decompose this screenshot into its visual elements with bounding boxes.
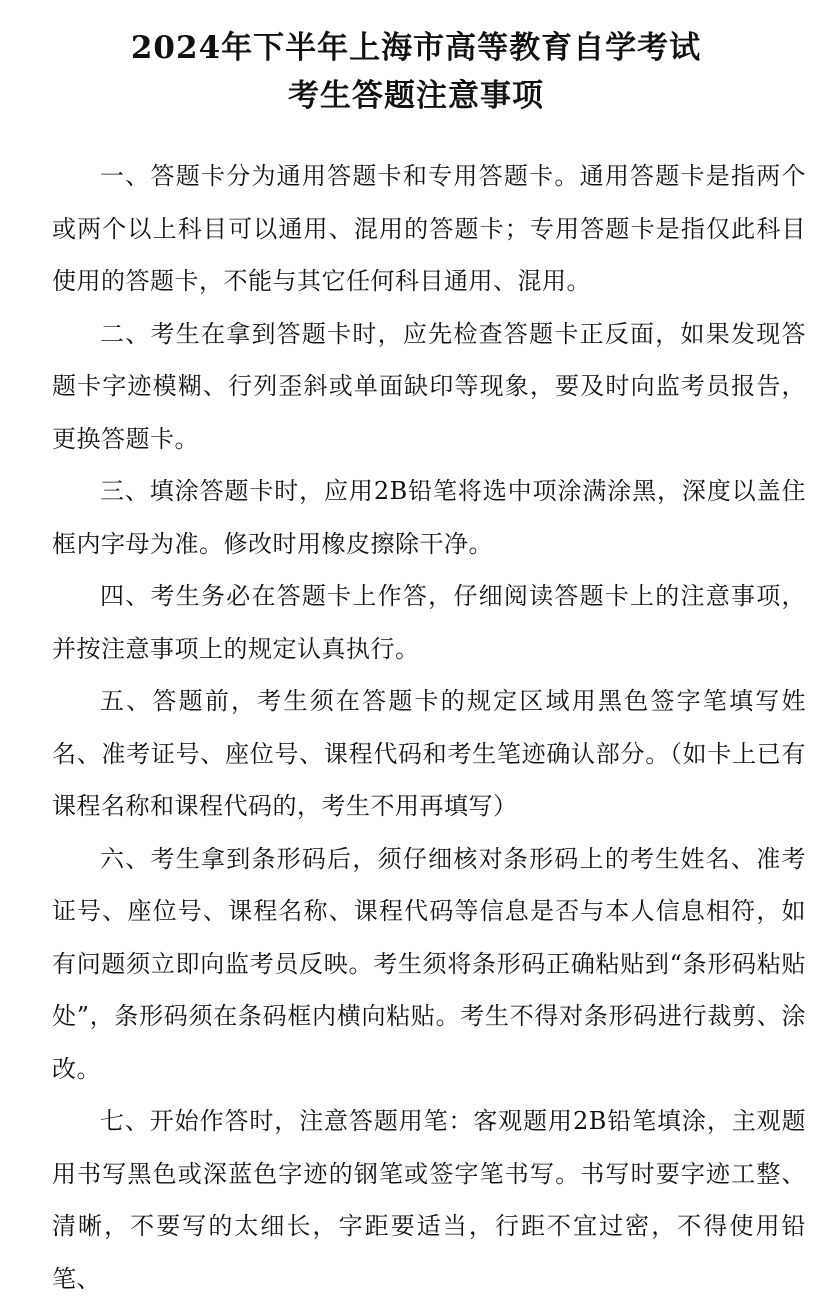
paragraph-5: 五、答题前，考生须在答题卡的规定区域用黑色签字笔填写姓名、准考证号、座位号、课程代码和考生笔迹确认部分。（如卡上已有课程名称和课程代码的，考生不用再填写）	[52, 687, 806, 820]
paragraph-2: 二、考生在拿到答题卡时，应先检查答题卡正反面，如果发现答题卡字迹模糊、行列歪斜或单面缺印等现象，要及时向监考员报告，更换答题卡。	[52, 319, 806, 453]
document-body	[52, 150, 806, 1305]
paragraph-4: 四、考生务必在答题卡上作答，仔细阅读答题卡上的注意事项，并按注意事项上的规定认真执行。	[52, 582, 806, 663]
document-title: 2024年下半年上海市高等教育自学考试	[130, 30, 702, 66]
paragraph-7: 七、开始作答时，注意答题用笔：客观题用2B铅笔填涂，主观题用书写黑色或深蓝色字迹的钢笔或签字笔书写。书写时要字迹工整、清晰，不要写的太细长，字距要适当，行距不宜过密，不得使用铅笔、	[52, 1107, 806, 1293]
paragraph-1: 一、答题卡分为通用答题卡和专用答题卡。通用答题卡是指两个或两个以上科目可以通用、混用的答题卡；专用答题卡是指仅此科目使用的答题卡，不能与其它任何科目通用、混用。	[52, 162, 806, 295]
document-subtitle: 考生答题注意事项	[288, 78, 544, 114]
paragraph-6: 六、考生拿到条形码后，须仔细核对条形码上的考生姓名、准考证号、座位号、课程名称、课程代码等信息是否与本人信息相符，如有问题须立即向监考员反映。考生须将条形码正确粘贴到“条形码粘贴处”，条形码须在条码框内横向粘贴。考生不得对条形码进行裁剪、涂改。	[52, 844, 806, 1083]
paragraph-3: 三、填涂答题卡时，应用2B铅笔将选中项涂满涂黑，深度以盖住框内字母为准。修改时用橡皮擦除干净。	[52, 477, 806, 558]
